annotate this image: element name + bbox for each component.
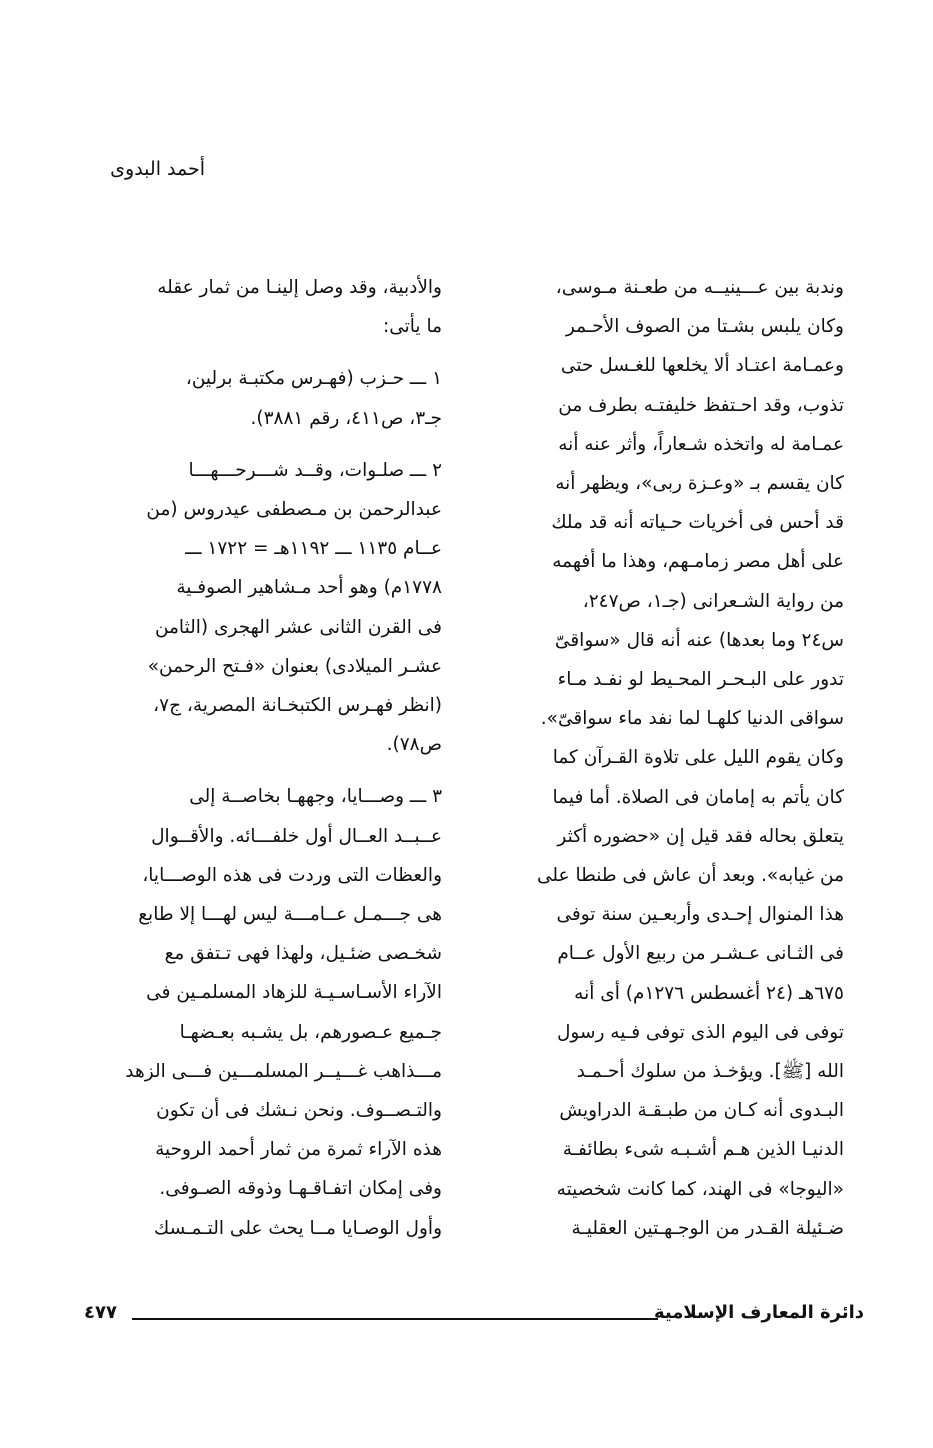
text-line: ١٧٧٨م) وهو أحد مـشاهير الصوفـية <box>176 577 442 599</box>
text-line: ضـئيلة القـدر من الوجـهـتين العقليـة <box>571 1217 844 1239</box>
text-line: تذوب، وقد احـتفظ خليفتـه بطرف من <box>558 394 844 416</box>
text-line: فى الثـانى عـشـر من ربيع الأول عــام <box>557 943 844 965</box>
text-line: ٢ ـــ صلـوات، وقــد شـــرحـــهـــا <box>188 459 442 481</box>
text-line: والعظات التى وردت فى هذه الوصـــايا، <box>142 864 442 886</box>
text-line: ص٧٨). <box>386 734 442 756</box>
text-line: ١ ـــ حـزب (فهـرس مكتبـة برلين، <box>185 368 442 390</box>
text-line: وفى إمكان اتفـاقـهـا وذوقه الصـوفى. <box>159 1178 442 1200</box>
page-number: ٤٧٧ <box>84 1302 117 1323</box>
text-line: مـــذاهب غـــيــر المسلمـــين فـــى الزهد <box>125 1060 442 1082</box>
text-line: هذه الآراء ثمرة من ثمار أحمد الروحية <box>155 1139 442 1161</box>
text-line: جـ٣، ص٤١١، رقم ٣٨٨١). <box>250 407 442 429</box>
page-footer <box>84 1302 864 1334</box>
text-line: (انظر فهـرس الكتبخـانة المصرية، ج٧، <box>153 695 442 717</box>
text-line: يتعلق بحاله فقد قيل إن «حضوره أكثر <box>557 825 844 847</box>
text-line: عــام ١١٣٥ ـــ ١١٩٢هـ = ١٧٢٢ ـــ <box>185 538 442 560</box>
text-line: وأول الوصـايا مــا يحث على التـمـسك <box>154 1217 442 1239</box>
text-line: من رواية الشـعرانى (جـ١، ص٢٤٧، <box>582 590 844 612</box>
text-line: والتـصــوف. ونحن نـشك فى أن تكون <box>156 1100 442 1122</box>
text-line: من غيابه». وبعد أن عاش فى طنطا على <box>537 865 844 887</box>
text-line: وكان يلبس بشـتا من الصوف الأحـمر <box>565 316 844 338</box>
paragraph-gap <box>84 764 442 777</box>
text-line: عشـر الميلادى) بعنوان «فـتح الرحمن» <box>147 655 442 677</box>
text-line: س٢٤ وما بعدها) عنه أنه قال «سواقىّ <box>554 629 844 651</box>
text-line: سواقى الدنيا كلهـا لما نفد ماء سواقىّ». <box>540 708 844 730</box>
text-line: فى القرن الثانى عشر الهجرى (الثامن <box>154 616 442 638</box>
text-line: عبدالرحمن بن مـصطفى عيدروس (من <box>146 499 442 521</box>
text-line: وكان يقوم الليل على تلاوة القـرآن كما <box>552 747 844 769</box>
article-column-right <box>496 268 844 1248</box>
text-line: وندبة بين عـــينيــه من طعـنة مـوسى، <box>555 277 844 298</box>
text-line: والأدبية، وقد وصل إلينـا من ثمار عقله <box>157 277 442 298</box>
text-line: الآراء الأسـاسـيـة للزهاد المسلمـين فى <box>146 982 442 1004</box>
text-line: عمـامة له واتخذه شـعاراً، وأثر عنه أنه <box>558 433 844 455</box>
text-line: ٦٧٥هـ (٢٤ أغسطس ١٢٧٦م) أى أنه <box>574 982 844 1004</box>
text-line: وعمـامة اعتـاد ألا يخلعها للغـسل حتى <box>560 355 844 377</box>
article-column-left <box>84 268 442 1248</box>
text-line: كان يقسم بـ «وعـزة ربى»، ويظهر أنه <box>555 473 844 495</box>
text-line: «اليوجا» فى الهند، كما كانت شخصيته <box>556 1178 844 1200</box>
paragraph-gap <box>84 438 442 451</box>
text-line: تدور على البـحـر المحـيط لو نفـد مـاء <box>557 669 844 691</box>
text-line: هذا المنوال إحـدى وأربعـين سنة توفى <box>556 904 844 926</box>
running-header-author: أحمد البدوى <box>110 158 205 180</box>
paragraph-gap <box>84 346 442 359</box>
text-line: الله [ﷺ]. ويؤخـذ من سلوك أحـمـد <box>576 1061 844 1083</box>
text-line: جـميع عـصورهم، بل يشـبه بعـضهـا <box>179 1021 442 1043</box>
text-line: هى جـــمـل عــامـــة ليس لهـــا إلا طابع <box>138 904 442 926</box>
text-line: ٣ ـــ وصـــايا، وجههـا بخاصــة إلى <box>189 786 442 808</box>
footer-rule <box>132 1318 658 1320</box>
text-line: الدنيـا الذين هـم أشـبـه شىء بطائفـة <box>562 1139 844 1161</box>
text-line: عــبــد العــال أول خلفـــائه. والأقــوال <box>151 825 442 847</box>
text-line: على أهل مصر زمامـهم، وهذا ما أفهمه <box>552 551 844 573</box>
text-line: البـدوى أنه كـان من طبـقـة الدراويش <box>559 1100 844 1122</box>
text-line: قد أحس فى أخريات حـياته أنه قد ملك <box>551 512 844 534</box>
footer-publication-title: دائرة المعارف الإسلامية <box>653 1302 864 1323</box>
text-line: كان يأتم به إمامان فى الصلاة. أما فيما <box>552 786 844 808</box>
text-line: ما يأتى: <box>382 316 442 338</box>
text-line: توفى فى اليوم الذى توفى فـيه رسول <box>556 1021 844 1043</box>
text-line: شخـصى ضئـيل، ولهذا فهى تـتفق مع <box>164 943 442 965</box>
